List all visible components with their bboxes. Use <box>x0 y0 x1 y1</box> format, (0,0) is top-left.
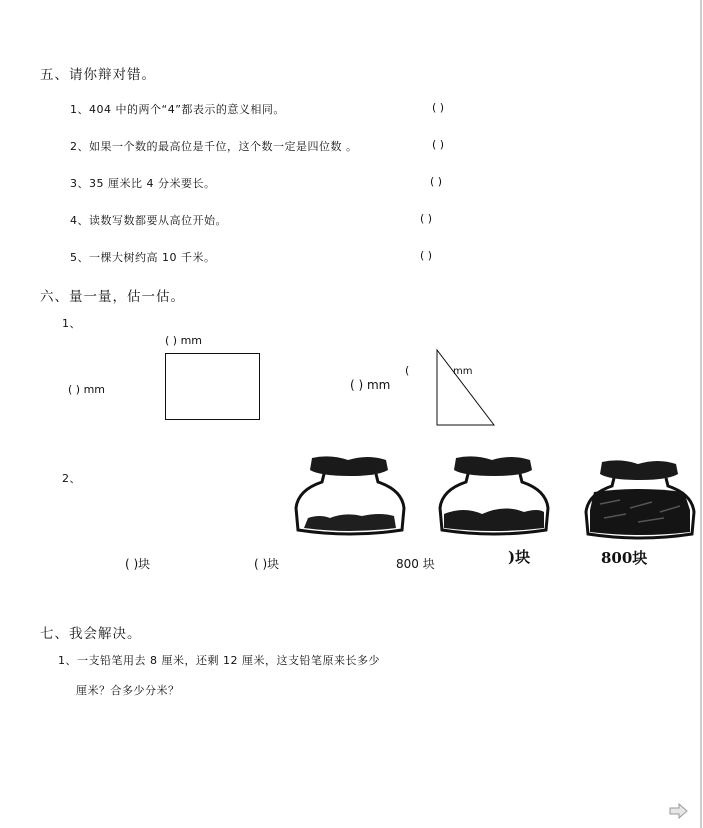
s5-item-5-blank[interactable]: ( ) <box>420 249 433 262</box>
page-edge <box>700 0 702 828</box>
tri-mm-overlap: mm <box>453 366 473 377</box>
section-7-title: 七、我会解决。 <box>40 626 142 642</box>
s5-item-1-text: 1、404 中的两个“4”都表示的意义相同。 <box>70 103 285 116</box>
s6-q2-number: 2、 <box>62 472 81 485</box>
s5-item-3-text: 3、35 厘米比 4 分米要长。 <box>70 177 216 190</box>
scan-label-800: 800块 <box>601 549 648 567</box>
s5-item-4-text: 4、读数写数都要从高位开始。 <box>70 214 227 227</box>
s5-item-2-text: 2、如果一个数的最高位是千位，这个数一定是四位数 。 <box>70 140 358 153</box>
s5-item-4-blank[interactable]: ( ) <box>420 212 433 225</box>
rect-left-label[interactable]: ( ) mm <box>68 383 106 396</box>
section-6-title: 六、量一量，估一估。 <box>40 289 185 305</box>
jar-2-answer[interactable]: ( )块 <box>254 557 280 571</box>
s5-item-1-blank[interactable]: ( ) <box>432 101 445 114</box>
jar-2-image <box>434 456 552 536</box>
jar-3-image <box>580 460 698 540</box>
s7-q1-line2: 厘米？合多少分米？ <box>76 684 180 697</box>
s5-item-2-blank[interactable]: ( ) <box>432 138 445 151</box>
section-5-title: 五、请你辩对错。 <box>40 67 156 83</box>
rect-top-label[interactable]: ( ) mm <box>165 334 203 347</box>
s5-item-5-text: 5、一棵大树约高 10 千米。 <box>70 251 216 264</box>
s5-item-3-blank[interactable]: ( ) <box>430 175 443 188</box>
jar-1-answer[interactable]: ( )块 <box>125 557 151 571</box>
scan-label-blank: )块 <box>508 548 531 566</box>
tri-top-paren: ( <box>405 364 410 377</box>
s6-q1-number: 1、 <box>62 317 81 330</box>
jar-1-image <box>290 456 408 536</box>
tri-left-label[interactable]: ( ) mm <box>350 378 391 392</box>
measure-triangle <box>434 347 498 429</box>
s7-q1-line1: 1、一支铅笔用去 8 厘米，还剩 12 厘米，这支铅笔原来长多少 <box>58 654 380 667</box>
jar-3-answer: 800 块 <box>396 557 435 571</box>
measure-rectangle <box>165 353 260 420</box>
next-page-arrow-icon[interactable] <box>669 803 689 819</box>
